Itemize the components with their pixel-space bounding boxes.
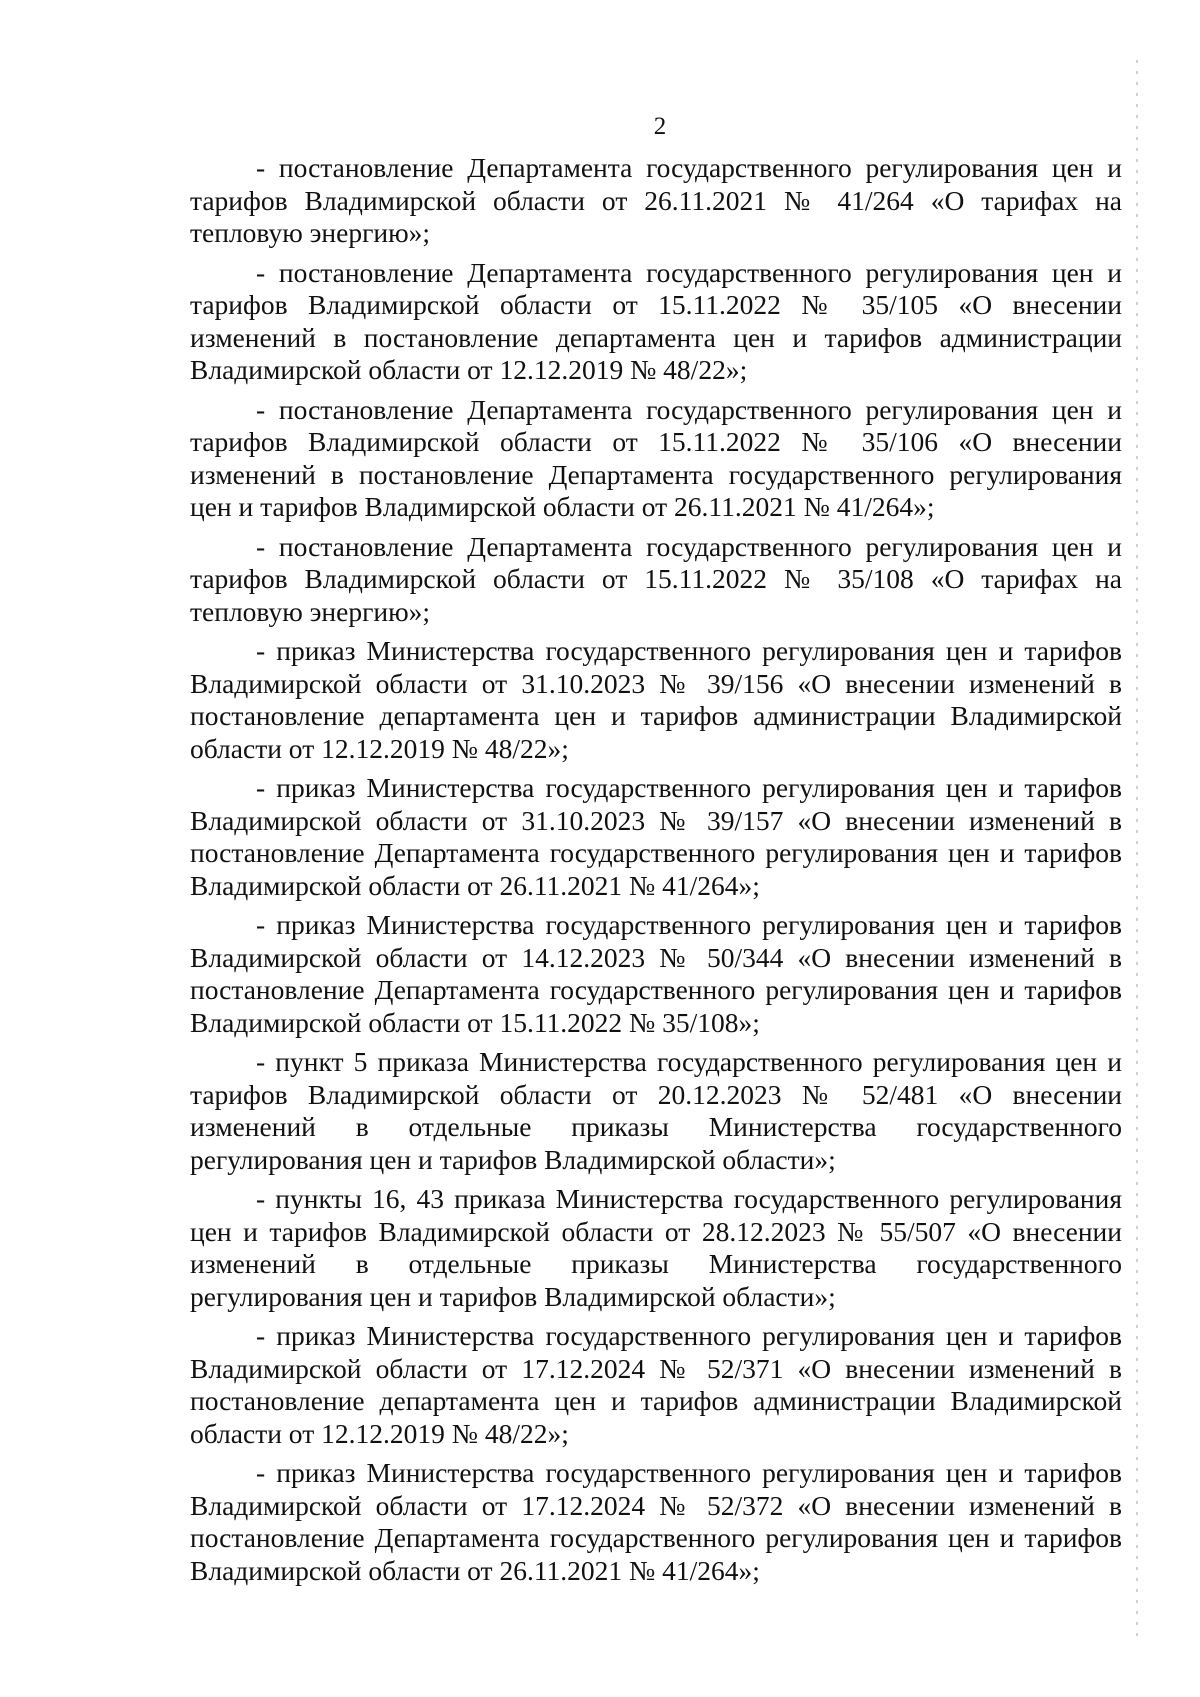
list-item: - приказ Министерства государственного регулирования цен и тарифов Владимирской области от 31.10.2023 № 39/156 «О внесении изменений в постановление департамента цен и тарифов администрации Владимирской области от 12.12.2019 № 48/22»; xyxy=(190,635,1122,764)
list-item: - приказ Министерства государственного регулирования цен и тарифов Владимирской области от 17.12.2024 № 52/371 «О внесении изменений в постановление департамента цен и тарифов администрации Владимирской области от 12.12.2019 № 48/22»; xyxy=(190,1320,1122,1449)
list-item: - приказ Министерства государственного регулирования цен и тарифов Владимирской области от 14.12.2023 № 50/344 «О внесении изменений в постановление Департамента государственного регулирования цен и тарифов Владимирской области от 15.11.2022 № 35/108»; xyxy=(190,909,1122,1038)
list-item: - постановление Департамента государственного регулирования цен и тарифов Владимирской области от 15.11.2022 № 35/106 «О внесении изменений в постановление Департамента государственного регулирования цен и тарифов Владимирской области от 26.11.2021 № 41/264»; xyxy=(190,393,1122,522)
list-item: - пункт 5 приказа Министерства государственного регулирования цен и тарифов Владимирской области от 20.12.2023 № 52/481 «О внесении изменений в отдельные приказы Министерства государственного регулирования цен и тарифов Владимирской области»; xyxy=(190,1046,1122,1175)
list-item: - приказ Министерства государственного регулирования цен и тарифов Владимирской области от 31.10.2023 № 39/157 «О внесении изменений в постановление Департамента государственного регулирования цен и тарифов Владимирской области от 26.11.2021 № 41/264»; xyxy=(190,772,1122,901)
list-item: - постановление Департамента государственного регулирования цен и тарифов Владимирской области от 15.11.2022 № 35/105 «О внесении изменений в постановление департамента цен и тарифов администрации Владимирской области от 12.12.2019 № 48/22»; xyxy=(190,256,1122,385)
list-item: - постановление Департамента государственного регулирования цен и тарифов Владимирской области от 26.11.2021 № 41/264 «О тарифах на тепловую энергию»; xyxy=(190,152,1122,248)
list-item: - постановление Департамента государственного регулирования цен и тарифов Владимирской области от 15.11.2022 № 35/108 «О тарифах на тепловую энергию»; xyxy=(190,530,1122,627)
scan-edge-artifact xyxy=(1136,60,1138,1640)
document-body xyxy=(190,152,1122,1594)
page-number: 2 xyxy=(653,113,667,140)
list-item: - пункты 16, 43 приказа Министерства государственного регулирования цен и тарифов Владимирской области от 28.12.2023 № 55/507 «О внесении изменений в отдельные приказы Министерства государственного регулирования цен и тарифов Владимирской области»; xyxy=(190,1183,1122,1312)
list-item: - приказ Министерства государственного регулирования цен и тарифов Владимирской области от 17.12.2024 № 52/372 «О внесении изменений в постановление Департамента государственного регулирования цен и тарифов Владимирской области от 26.11.2021 № 41/264»; xyxy=(190,1457,1122,1586)
